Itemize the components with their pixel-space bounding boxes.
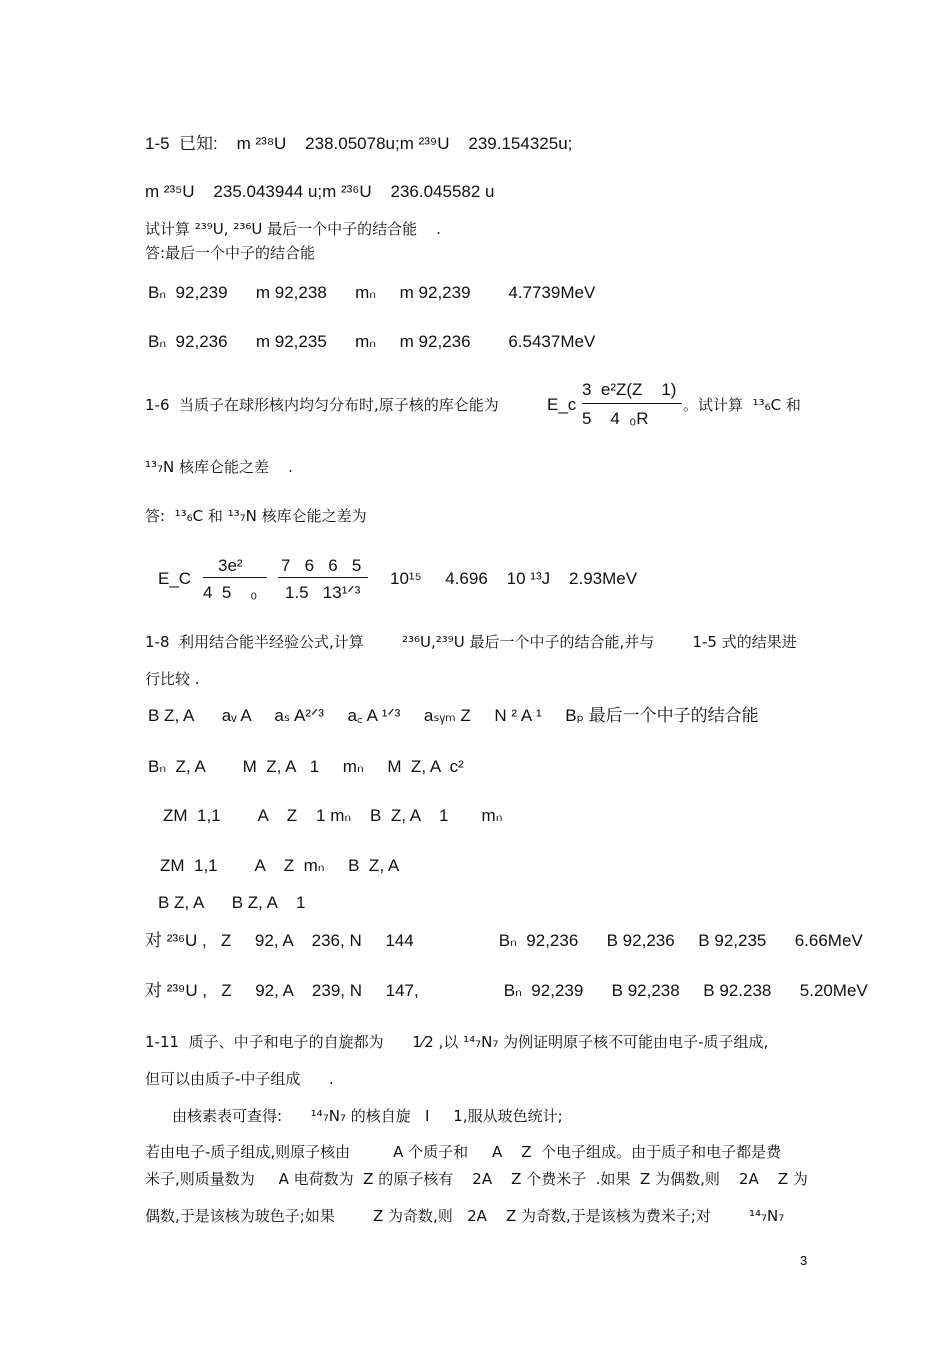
derivation-step3: B Z, A B Z, A 1 [158,893,306,912]
derivation-step2: ZM 1,1 A Z mₙ B Z, A [160,856,400,875]
neutron-binding-definition: Bₙ Z, A M Z, A 1 mₙ M Z, A c² [148,757,464,776]
problem-1-8-question: 1-8 利用结合能半经验公式,计算 ²³⁶U,²³⁹U 最后一个中子的结合能,并与 1-5 式的结果进 [145,633,797,651]
derivation-step1: ZM 1,1 A Z 1 mₙ B Z, A 1 mₙ [163,806,503,825]
fraction2-denominator: 1.5 13¹ᐟ³ [285,583,361,602]
fraction2-numerator: 7 6 6 5 [281,556,362,575]
coulomb-difference-symbol: E_C [158,569,192,588]
result-u236: 对 ²³⁶U , Z 92, A 236, N 144 Bₙ 92,236 B 92,236 B 92,235 6.66MeV [145,931,863,950]
coulomb-formula-numerator: 3 e²Z(Z 1) [582,380,677,399]
problem-1-11-question: 1-11 质子、中子和电子的自旋都为 1⁄2 ,以 ¹⁴₇N₇ 为例证明原子核不可能由电子-质子组成, [145,1033,769,1051]
coulomb-formula-fraction-bar [582,403,682,404]
coulomb-energy-symbol: E_c [547,395,577,414]
problem-1-11-question-end: 但可以由质子-中子组成 . [145,1070,334,1088]
fraction2-bar [278,577,368,578]
fraction1-bar [203,577,267,578]
coulomb-formula-denominator: 5 4 ₀R [582,409,649,428]
problem-1-11-answer-line3: 米子,则质量数为 A 电荷数为 Z 的原子核有 2A Z 个费米子 .如果 Z 为偶数,则 2A Z 为 [145,1170,808,1188]
problem-1-5-given-line1: 1-5 已知: m ²³⁸U 238.05078u;m ²³⁹U 239.154325u; [145,134,573,153]
problem-1-5-answer-intro: 答:最后一个中子的结合能 [145,244,316,262]
equation-bn-239: Bₙ 92,239 m 92,238 mₙ m 92,239 4.7739MeV [148,283,596,302]
equation-bn-236: Bₙ 92,236 m 92,235 mₙ m 92,236 6.5437MeV [148,332,596,351]
problem-1-6-question-tail: 。试计算 ¹³₆C 和 [683,396,801,414]
problem-1-6-answer-intro: 答: ¹³₆C 和 ¹³₇N 核库仑能之差为 [145,507,367,525]
problem-1-5-question: 试计算 ²³⁹U, ²³⁶U 最后一个中子的结合能 . [145,220,441,238]
problem-1-11-answer-line1: 由核素表可查得: ¹⁴₇N₇ 的核自旋 I 1,服从玻色统计; [172,1107,563,1125]
problem-1-6-question: 1-6 当质子在球形核内均匀分布时,原子核的库仑能为 [145,396,499,414]
problem-1-8-question-end: 行比较 . [145,670,200,688]
problem-1-5-given-line2: m ²³⁵U 235.043944 u;m ²³⁶U 236.045582 u [145,182,495,201]
fraction1-numerator: 3e² [218,556,243,575]
coulomb-difference-result: 10¹⁵ 4.696 10 ¹³J 2.93MeV [390,569,638,588]
result-u239: 对 ²³⁹U , Z 92, A 239, N 147, Bₙ 92,239 B 92,238 B 92.238 5.20MeV [145,981,868,1000]
semi-empirical-formula: B Z, A aᵥ A aₛ A²ᐟ³ a꜀ A ¹ᐟ³ aₛᵧₘ Z N ² A ¹ Bₚ 最后一个中子的结合能 [148,706,759,725]
problem-1-6-question-end: ¹³₇N 核库仑能之差 . [145,458,293,476]
page-number: 3 [800,1253,808,1268]
problem-1-11-answer-line4: 偶数,于是该核为玻色子;如果 Z 为奇数,则 2A Z 为奇数,于是该核为费米子;对 ¹⁴₇N₇ [145,1207,785,1225]
problem-1-11-answer-line2: 若由电子-质子组成,则原子核由 A 个质子和 A Z 个电子组成。由于质子和电子都是费 [145,1143,782,1161]
fraction1-denominator: 4 5 ₀ [203,583,258,602]
